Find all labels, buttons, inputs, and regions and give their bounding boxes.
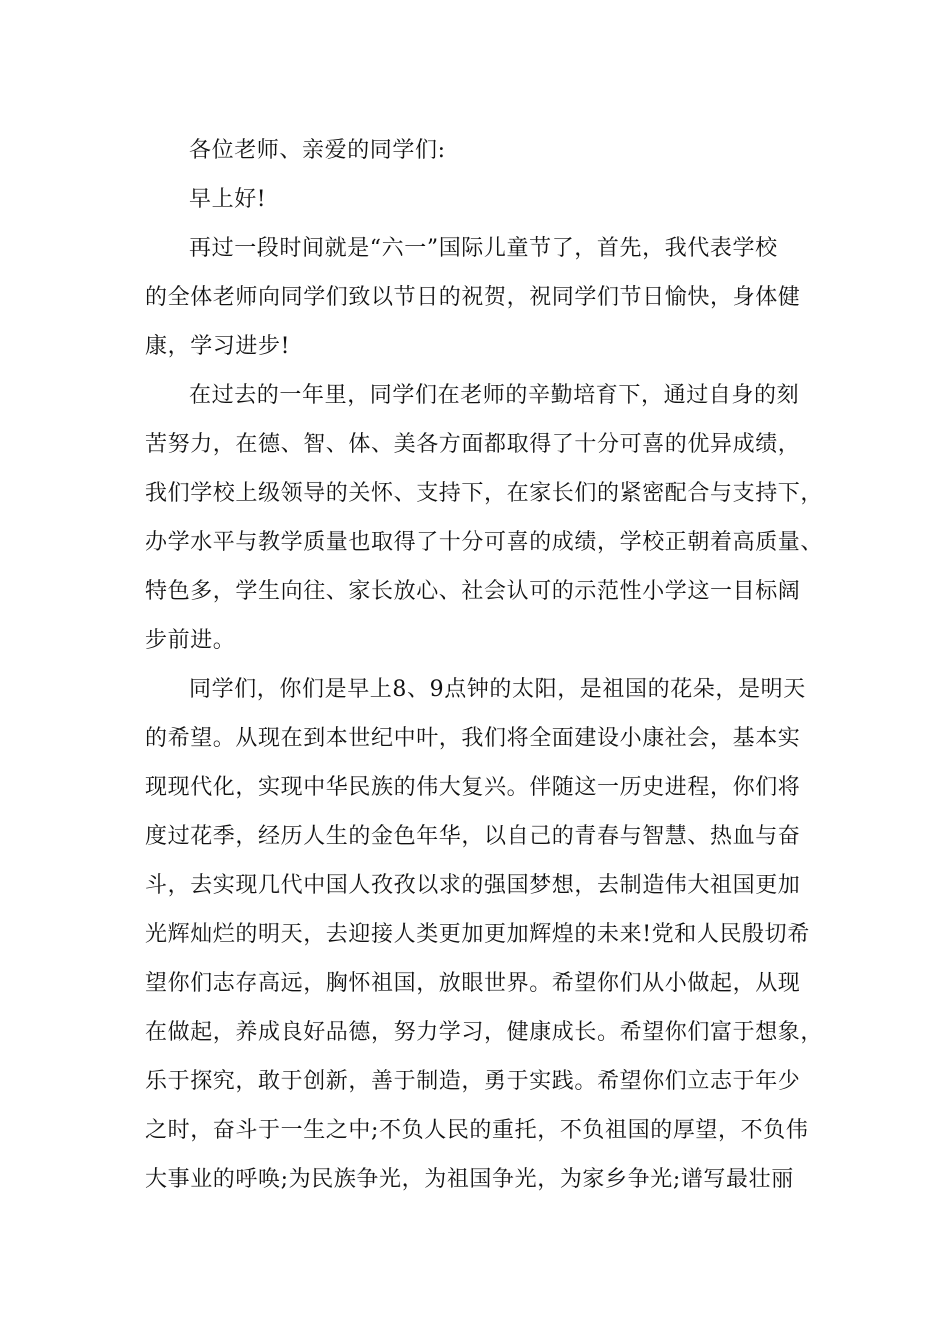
text-line: 光辉灿烂的明天，去迎接人类更加更加辉煌的未来!党和人民殷切希: [145, 922, 810, 947]
text-line: 现现代化，实现中华民族的伟大复兴。伴随这一历史进程，你们将: [145, 775, 801, 800]
text-line: 我们学校上级领导的关怀、支持下，在家长们的紧密配合与支持下，: [145, 481, 824, 506]
text-line: 之时，奋斗于一生之中;不负人民的重托，不负祖国的厚望，不负伟: [145, 1118, 809, 1143]
text-line: 各位老师、亲爱的同学们:: [189, 138, 446, 163]
text-line: 度过花季，经历人生的金色年华，以自己的青春与智慧、热血与奋: [145, 824, 801, 849]
text-line: 望你们志存高远，胸怀祖国，放眼世界。希望你们从小做起，从现: [145, 971, 801, 996]
text-line: 再过一段时间就是“六一”国际儿童节了，首先，我代表学校: [189, 236, 778, 261]
text-line: 同学们，你们是早上8、9点钟的太阳，是祖国的花朵，是明天: [189, 677, 806, 702]
document-body: [145, 126, 824, 1204]
text-line: 办学水平与教学质量也取得了十分可喜的成绩，学校正朝着高质量、: [145, 530, 824, 555]
text-line: 特色多，学生向往、家长放心、社会认可的示范性小学这一目标阔: [145, 579, 801, 604]
text-line: 斗，去实现几代中国人孜孜以求的强国梦想，去制造伟大祖国更加: [145, 873, 801, 898]
text-line: 在过去的一年里，同学们在老师的辛勤培育下，通过自身的刻: [189, 383, 800, 408]
text-line: 的希望。从现在到本世纪中叶，我们将全面建设小康社会，基本实: [145, 726, 801, 751]
text-line: 苦努力，在德、智、体、美各方面都取得了十分可喜的优异成绩，: [145, 432, 801, 457]
text-line: 大事业的呼唤;为民族争光，为祖国争光，为家乡争光;谱写最壮丽: [145, 1167, 794, 1192]
text-line: 乐于探究，敢于创新，善于制造，勇于实践。希望你们立志于年少: [145, 1069, 801, 1094]
text-line: 的全体老师向同学们致以节日的祝贺，祝同学们节日愉快，身体健: [145, 285, 801, 310]
text-line: 早上好!: [189, 187, 267, 212]
text-line: 康，学习进步!: [145, 334, 291, 359]
text-line: 在做起，养成良好品德，努力学习，健康成长。希望你们富于想象，: [145, 1020, 824, 1045]
text-line: 步前进。: [145, 628, 236, 653]
